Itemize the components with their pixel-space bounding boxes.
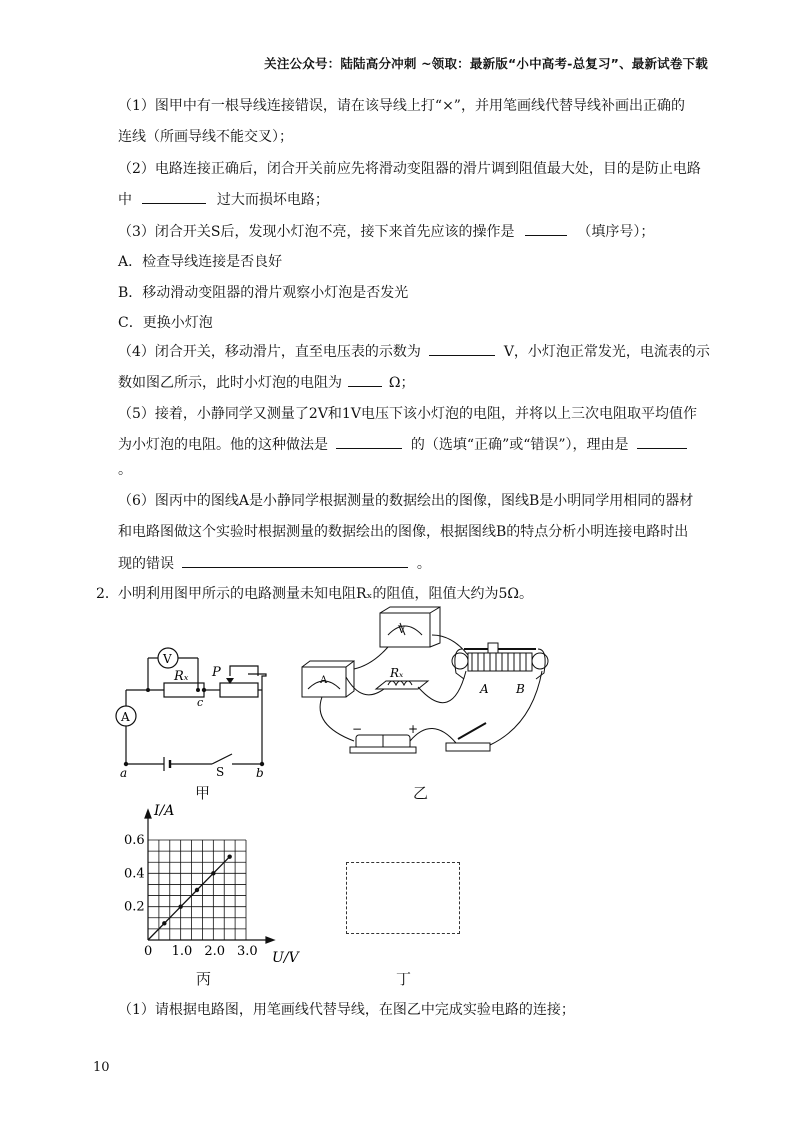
q1-part3-line [118, 221, 654, 242]
voltmeter-label: V [163, 652, 172, 666]
data-point [178, 904, 182, 908]
voltmeter-dial-label: V [398, 625, 406, 636]
physical-circuit-yi [292, 605, 568, 770]
point-b-label: b [256, 766, 264, 780]
q1-part5-pre: 为小灯泡的电阻。他的这种做法是 [118, 437, 328, 453]
y-tick-label: 0.4 [124, 866, 145, 882]
q1-part5-line3: 。 [118, 462, 132, 478]
q1-part1-line1: （1）图甲中有一根导线连接错误，请在该导线上打“×”，并用笔画线代替导线补画出正确的 [118, 98, 685, 114]
q1-part5-mid: 的（选填“正确”或“错误”），理由是 [410, 437, 629, 453]
x-tick-label: 2.0 [204, 944, 226, 959]
iu-graph-bing [108, 800, 308, 972]
iu-graph-svg [108, 800, 308, 972]
q1-part2-post: 过大而损坏电路； [216, 192, 329, 208]
circuit-diagram-jia [108, 636, 278, 796]
q1-part5-line1: （5）接着，小静同学又测量了2V和1V电压下该小灯泡的电阻，并将以上三次电阻取平均值作 [118, 406, 697, 422]
q1-part4-post2: Ω； [388, 375, 415, 391]
data-point [162, 921, 166, 925]
q1-part4-pre2: 数如图乙所示，此时小灯泡的电阻为 [118, 375, 342, 391]
q2-part1-line: （1）请根据电路图，用笔画线代替导线，在图乙中完成实验电路的连接； [118, 1002, 575, 1018]
data-point [211, 871, 215, 875]
figure-caption-yi: 乙 [413, 784, 429, 802]
rheostat-terminal-a: A [480, 682, 489, 696]
option-b: B．移动滑动变阻器的滑片观察小灯泡是否发光 [118, 285, 409, 301]
slider-p-label: P [212, 665, 221, 680]
question-stem: 小明利用图甲所示的电路测量未知电阻Rₓ的阻值，阻值大约为5Ω。 [118, 586, 533, 602]
x-tick-label: 1.0 [171, 944, 193, 959]
y-axis-arrow [145, 810, 151, 818]
option-a: A．检查导线连接是否良好 [118, 254, 283, 270]
q1-part4-line2 [118, 372, 415, 393]
answer-blank[interactable] [142, 189, 206, 204]
rx-label: Rₓ [390, 666, 404, 680]
circuit-diagram-svg [108, 636, 278, 796]
answer-blank[interactable] [336, 434, 402, 449]
battery-plus: + [408, 722, 419, 736]
figure-caption-bing: 丙 [196, 970, 212, 988]
answer-blank[interactable] [182, 553, 408, 568]
q1-part1-line2: 连线（所画导线不能交叉）； [118, 129, 293, 145]
ammeter-label: A [121, 710, 130, 724]
rheostat-terminal-b: B [516, 682, 525, 696]
x-axis-label: U/V [272, 950, 299, 966]
empty-answer-box-ding[interactable] [346, 862, 460, 934]
figure-caption-jia: 甲 [195, 784, 211, 802]
q1-part6-line2: 和电路图做这个实验时根据测量的数据绘出的图像，根据图线B的特点分析小明连接电路时出 [118, 524, 689, 540]
resistor-rx-label: Rₓ [174, 669, 189, 684]
option-c: C．更换小灯泡 [118, 315, 213, 331]
q1-part6-line3 [118, 553, 431, 574]
x-tick-label: 3.0 [237, 944, 258, 959]
page-header: 关注公众号：陆陆高分冲刺 ~领取：最新版“小中高考-总复习”、最新试卷下载 [264, 56, 708, 71]
answer-blank[interactable] [637, 434, 687, 449]
q1-part2-line1: （2）电路连接正确后，闭合开关前应先将滑动变阻器的滑片调到阻值最大处，目的是防止电路 [118, 161, 701, 177]
switch-s-label: S [216, 765, 225, 779]
y-tick-label: 0.6 [124, 833, 145, 848]
y-tick-label: 0.2 [124, 899, 145, 915]
question-number: 2． [96, 586, 119, 602]
q1-part4-line1 [118, 341, 710, 362]
q1-part5-line2 [118, 434, 691, 455]
q1-part6-line1: （6）图丙中的图线A是小静同学根据测量的数据绘出的图像，图线B是小明同学用相同的器材 [118, 493, 694, 509]
data-point [227, 854, 231, 858]
q1-part2-pre: 中 [118, 192, 132, 208]
answer-blank[interactable] [525, 221, 567, 236]
physical-circuit-svg [292, 605, 568, 770]
answer-blank[interactable] [429, 341, 495, 356]
x-axis-arrow [266, 937, 274, 943]
battery-minus: − [352, 722, 363, 736]
ammeter-dial-label: A [320, 675, 328, 686]
point-a-label: a [120, 766, 128, 780]
q1-part6-post: 。 [416, 556, 431, 572]
q1-part4-pre: （4）闭合开关，移动滑片，直至电压表的示数为 [118, 344, 421, 360]
q1-part4-post: V，小灯泡正常发光，电流表的示 [503, 344, 710, 360]
page-number: 10 [93, 1060, 110, 1075]
point-c-label: c [197, 696, 204, 709]
y-axis-label: I/A [154, 803, 175, 819]
x-tick-label: 0 [144, 944, 153, 959]
series-line [148, 857, 230, 940]
q1-part3-pre: （3）闭合开关S后，发现小灯泡不亮，接下来首先应该的操作是 [118, 224, 515, 240]
answer-blank[interactable] [348, 372, 382, 387]
q1-part3-post: （填序号）； [577, 224, 655, 240]
q1-part6-pre: 现的错误 [118, 556, 174, 572]
data-point [195, 888, 199, 892]
q1-part2-line2 [118, 189, 329, 210]
figure-caption-ding: 丁 [396, 970, 412, 988]
